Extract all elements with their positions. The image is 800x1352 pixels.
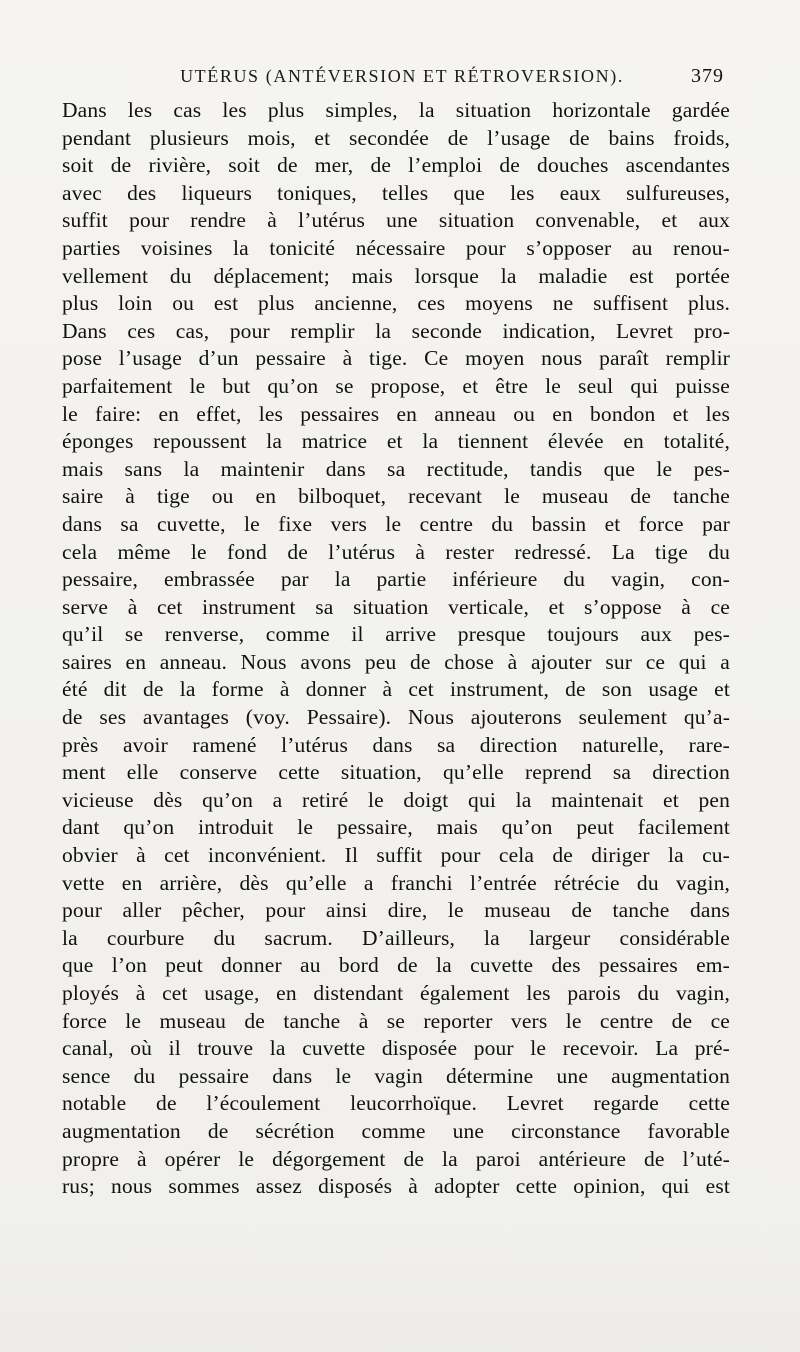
text-line: la courbure du sacrum. D’ailleurs, la largeur considérable (62, 925, 730, 950)
text-line: ment elle conserve cette situation, qu’elle reprend sa direction (62, 760, 730, 785)
page-number: 379 (691, 65, 724, 87)
text-line: pendant plusieurs mois, et secondée de l’usage de bains froids, (62, 125, 730, 150)
text-line: pose l’usage d’un pessaire à tige. Ce moyen nous paraît remplir (62, 346, 730, 371)
text-line: canal, où il trouve la cuvette disposée pour le recevoir. La pré- (62, 1036, 730, 1061)
text-line: que l’on peut donner au bord de la cuvette des pessaires em- (62, 953, 730, 978)
text-line: saire à tige ou en bilboquet, recevant le museau de tanche (62, 484, 730, 509)
text-line: parfaitement le but qu’on se propose, et être le seul qui puisse (62, 373, 730, 398)
text-line: propre à opérer le dégorgement de la paroi antérieure de l’uté- (62, 1146, 730, 1171)
text-line: cela même le fond de l’utérus à rester redressé. La tige du (62, 539, 730, 564)
text-line: soit de rivière, soit de mer, de l’emploi de douches ascendantes (62, 153, 730, 178)
text-line: serve à cet instrument sa situation verticale, et s’oppose à ce (62, 594, 730, 619)
text-line: vicieuse dès qu’on a retiré le doigt qui la maintenait et pen (62, 787, 730, 812)
text-line: ployés à cet usage, en distendant également les parois du vagin, (62, 981, 730, 1005)
text-line: parties voisines la tonicité nécessaire pour s’opposer au renou- (62, 235, 730, 260)
text-line: plus loin ou est plus ancienne, ces moyens ne suffisent plus. (62, 291, 730, 316)
text-line: vette en arrière, dès qu’elle a franchi l’entrée rétrécie du vagin, (62, 870, 730, 895)
text-line: éponges repoussent la matrice et la tiennent élevée en totalité, (62, 429, 730, 454)
text-line: sence du pessaire dans le vagin détermine une augmentation (62, 1063, 730, 1088)
text-line: notable de l’écoulement leucorrhoïque. Levret regarde cette (62, 1091, 730, 1116)
running-title: UTÉRUS (ANTÉVERSION ET RÉTROVERSION). (180, 66, 624, 86)
text-line: augmentation de sécrétion comme une circonstance favorable (62, 1118, 730, 1143)
text-line: rus; nous sommes assez disposés à adopter cette opinion, qui est (62, 1174, 730, 1199)
text-line: pour aller pêcher, pour ainsi dire, le museau de tanche dans (62, 898, 730, 923)
text-line: saires en anneau. Nous avons peu de chose à ajouter sur ce qui a (62, 649, 730, 674)
paper-shading (0, 1240, 800, 1352)
text-line: le faire: en effet, les pessaires en anneau ou en bondon et les (62, 401, 730, 426)
text-line: de ses avantages (voy. Pessaire). Nous ajouterons seulement qu’a- (62, 705, 730, 730)
text-line: force le museau de tanche à se reporter vers le centre de ce (62, 1008, 730, 1033)
text-line: avec des liqueurs toniques, telles que les eaux sulfureuses, (62, 180, 730, 205)
text-line: près avoir ramené l’utérus dans sa direction naturelle, rare- (62, 732, 730, 757)
text-line: Dans les cas les plus simples, la situation horizontale gardée (62, 98, 730, 122)
text-line: suffit pour rendre à l’utérus une situation convenable, et aux (62, 208, 730, 233)
text-line: dans sa cuvette, le fixe vers le centre du bassin et force par (62, 511, 730, 536)
body-text (62, 97, 730, 1201)
text-line: mais sans la maintenir dans sa rectitude, tandis que le pes- (62, 456, 730, 481)
text-line: pessaire, embrassée par la partie inférieure du vagin, con- (62, 567, 730, 592)
page-header (62, 58, 742, 98)
text-line: vellement du déplacement; mais lorsque la maladie est portée (62, 263, 730, 288)
text-line: Dans ces cas, pour remplir la seconde indication, Levret pro- (62, 318, 730, 343)
text-line: dant qu’on introduit le pessaire, mais qu’on peut facilement (62, 815, 730, 840)
text-line: qu’il se renverse, comme il arrive presque toujours aux pes- (62, 622, 730, 647)
text-line: obvier à cet inconvénient. Il suffit pour cela de diriger la cu- (62, 843, 730, 868)
text-line: été dit de la forme à donner à cet instrument, de son usage et (62, 677, 730, 702)
